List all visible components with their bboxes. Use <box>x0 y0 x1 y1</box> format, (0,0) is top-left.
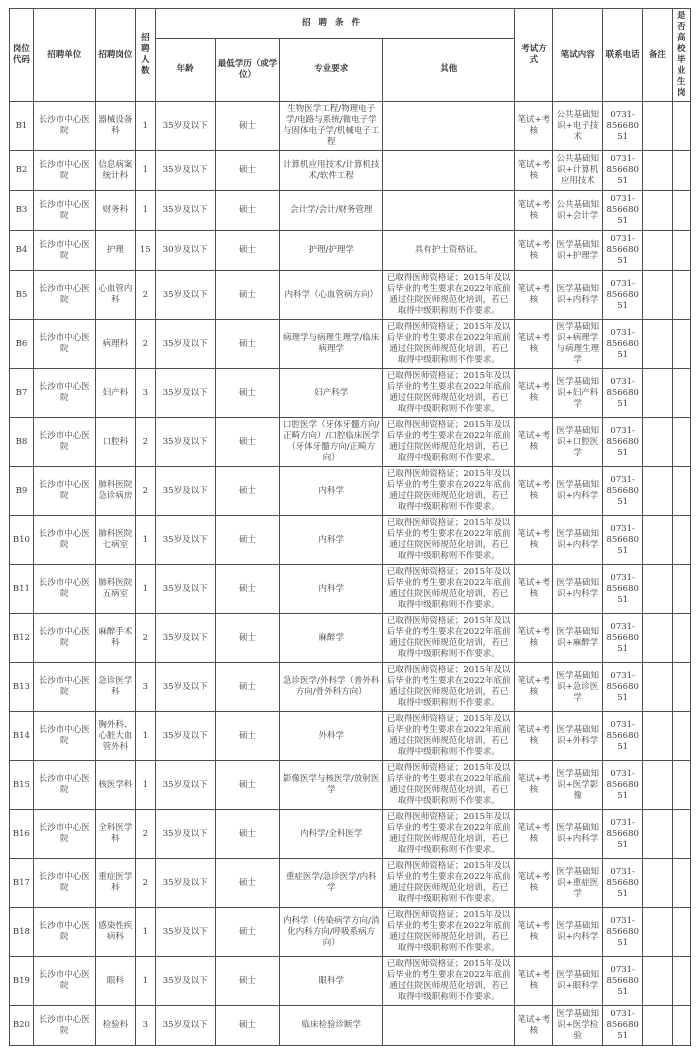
cell-position-code: B15 <box>10 761 34 810</box>
table-row <box>10 102 691 151</box>
cell-major: 会计学/会计/财务管理 <box>280 191 383 231</box>
cell-remarks <box>643 467 672 516</box>
cell-exam-method: 笔试+考核 <box>515 467 553 516</box>
cell-written-content: 医学基础知识+急诊医学 <box>553 663 603 712</box>
cell-other: 已取得医师资格证；2015年及以后毕业的考生要求在2022年底前通过住院医师规范化培训，若已取得中级职称则不作要求。 <box>383 908 515 957</box>
cell-written-content: 医学基础知识+口腔医学 <box>553 418 603 467</box>
cell-headcount: 3 <box>135 369 155 418</box>
cell-exam-method: 笔试+考核 <box>515 565 553 614</box>
cell-other <box>383 191 515 231</box>
table-row <box>10 418 691 467</box>
cell-phone: 0731-85668051 <box>603 151 643 191</box>
cell-exam-method: 笔试+考核 <box>515 418 553 467</box>
header-remarks: 备注 <box>643 9 672 102</box>
cell-major: 影像医学与核医学/放射医学 <box>280 761 383 810</box>
cell-education: 硕士 <box>215 102 280 151</box>
cell-position-code: B20 <box>10 1006 34 1046</box>
cell-other <box>383 102 515 151</box>
cell-education: 硕士 <box>215 614 280 663</box>
cell-age: 35岁及以下 <box>155 191 215 231</box>
cell-education: 硕士 <box>215 859 280 908</box>
cell-phone: 0731-85668051 <box>603 516 643 565</box>
cell-position-code: B7 <box>10 369 34 418</box>
cell-position: 急诊医学科 <box>95 663 135 712</box>
cell-employer: 长沙市中心医院 <box>33 761 95 810</box>
cell-phone: 0731-85668051 <box>603 957 643 1006</box>
cell-position: 妇产科 <box>95 369 135 418</box>
table-row <box>10 369 691 418</box>
header-position-code: 岗位代码 <box>10 9 34 102</box>
table-row <box>10 957 691 1006</box>
table-row <box>10 1006 691 1046</box>
cell-position-code: B10 <box>10 516 34 565</box>
cell-age: 35岁及以下 <box>155 712 215 761</box>
cell-graduate-flag <box>672 761 690 810</box>
cell-graduate-flag <box>672 810 690 859</box>
header-graduate-flag: 是否高校毕业生岗 <box>672 9 690 102</box>
cell-employer: 长沙市中心医院 <box>33 102 95 151</box>
cell-graduate-flag <box>672 467 690 516</box>
cell-position: 肺科医院七病室 <box>95 516 135 565</box>
cell-position: 检验科 <box>95 1006 135 1046</box>
cell-education: 硕士 <box>215 418 280 467</box>
cell-age: 35岁及以下 <box>155 516 215 565</box>
cell-major: 外科学 <box>280 712 383 761</box>
header-exam-method: 考试方式 <box>515 9 553 102</box>
cell-remarks <box>643 271 672 320</box>
cell-education: 硕士 <box>215 516 280 565</box>
cell-exam-method: 笔试+考核 <box>515 102 553 151</box>
cell-employer: 长沙市中心医院 <box>33 908 95 957</box>
cell-major: 内科学（传染病学方向/消化内科方向/呼吸系病方向） <box>280 908 383 957</box>
cell-employer: 长沙市中心医院 <box>33 957 95 1006</box>
cell-phone: 0731-85668051 <box>603 102 643 151</box>
cell-position-code: B1 <box>10 102 34 151</box>
cell-age: 35岁及以下 <box>155 320 215 369</box>
cell-headcount: 1 <box>135 908 155 957</box>
cell-exam-method: 笔试+考核 <box>515 1006 553 1046</box>
cell-exam-method: 笔试+考核 <box>515 663 553 712</box>
cell-exam-method: 笔试+考核 <box>515 859 553 908</box>
table-row <box>10 467 691 516</box>
cell-phone: 0731-85668051 <box>603 761 643 810</box>
cell-graduate-flag <box>672 859 690 908</box>
cell-written-content: 医学基础知识+内科学 <box>553 516 603 565</box>
cell-headcount: 1 <box>135 102 155 151</box>
cell-education: 硕士 <box>215 957 280 1006</box>
header-other: 其他 <box>383 38 515 101</box>
cell-position-code: B19 <box>10 957 34 1006</box>
table-row <box>10 191 691 231</box>
cell-position: 全科医学科 <box>95 810 135 859</box>
cell-position: 口腔科 <box>95 418 135 467</box>
cell-position-code: B18 <box>10 908 34 957</box>
table-row <box>10 614 691 663</box>
header-written-content: 笔试内容 <box>553 9 603 102</box>
cell-position: 心血管内科 <box>95 271 135 320</box>
cell-age: 30岁及以下 <box>155 231 215 271</box>
cell-exam-method: 笔试+考核 <box>515 320 553 369</box>
cell-headcount: 1 <box>135 565 155 614</box>
cell-remarks <box>643 102 672 151</box>
cell-headcount: 1 <box>135 957 155 1006</box>
cell-graduate-flag <box>672 663 690 712</box>
cell-employer: 长沙市中心医院 <box>33 712 95 761</box>
cell-remarks <box>643 191 672 231</box>
cell-headcount: 15 <box>135 231 155 271</box>
cell-phone: 0731-85668051 <box>603 418 643 467</box>
cell-position: 病理科 <box>95 320 135 369</box>
cell-graduate-flag <box>672 565 690 614</box>
cell-major: 内科学 <box>280 516 383 565</box>
cell-other: 已取得医师资格证；2015年及以后毕业的考生要求在2022年底前通过住院医师规范化培训，若已取得中级职称则不作要求。 <box>383 467 515 516</box>
cell-remarks <box>643 1006 672 1046</box>
cell-education: 硕士 <box>215 810 280 859</box>
cell-position: 肺科医院急诊病房 <box>95 467 135 516</box>
cell-major: 内科学/全科医学 <box>280 810 383 859</box>
cell-education: 硕士 <box>215 908 280 957</box>
cell-position-code: B9 <box>10 467 34 516</box>
cell-remarks <box>643 516 672 565</box>
cell-age: 35岁及以下 <box>155 418 215 467</box>
cell-education: 硕士 <box>215 271 280 320</box>
header-major: 专业要求 <box>280 38 383 101</box>
cell-written-content: 医学基础知识+眼科学 <box>553 957 603 1006</box>
cell-education: 硕士 <box>215 320 280 369</box>
cell-headcount: 2 <box>135 467 155 516</box>
cell-phone: 0731-85668051 <box>603 191 643 231</box>
cell-other: 已取得医师资格证；2015年及以后毕业的考生要求在2022年底前通过住院医师规范化培训，若已取得中级职称则不作要求。 <box>383 418 515 467</box>
cell-exam-method: 笔试+考核 <box>515 712 553 761</box>
cell-remarks <box>643 761 672 810</box>
cell-other: 已取得医师资格证；2015年及以后毕业的考生要求在2022年底前通过住院医师规范化培训，若已取得中级职称则不作要求。 <box>383 614 515 663</box>
cell-position: 重症医学科 <box>95 859 135 908</box>
cell-employer: 长沙市中心医院 <box>33 231 95 271</box>
table-row <box>10 908 691 957</box>
cell-education: 硕士 <box>215 369 280 418</box>
cell-other: 具有护士资格证。 <box>383 231 515 271</box>
table-row <box>10 516 691 565</box>
table-row <box>10 810 691 859</box>
header-education: 最低学历（或学位） <box>215 38 280 101</box>
cell-position: 肺科医院五病室 <box>95 565 135 614</box>
cell-education: 硕士 <box>215 712 280 761</box>
cell-other: 已取得医师资格证；2015年及以后毕业的考生要求在2022年底前通过住院医师规范化培训，若已取得中级职称则不作要求。 <box>383 810 515 859</box>
cell-headcount: 3 <box>135 1006 155 1046</box>
cell-exam-method: 笔试+考核 <box>515 271 553 320</box>
cell-employer: 长沙市中心医院 <box>33 565 95 614</box>
cell-graduate-flag <box>672 191 690 231</box>
table-row <box>10 761 691 810</box>
cell-age: 35岁及以下 <box>155 369 215 418</box>
cell-phone: 0731-85668051 <box>603 1006 643 1046</box>
cell-age: 35岁及以下 <box>155 102 215 151</box>
cell-exam-method: 笔试+考核 <box>515 516 553 565</box>
cell-position-code: B2 <box>10 151 34 191</box>
cell-written-content: 医学基础知识+重症医学 <box>553 859 603 908</box>
cell-major: 口腔医学（牙体牙髓方向/正畸方向）/口腔临床医学（牙体牙髓方向/正畸方向） <box>280 418 383 467</box>
cell-position-code: B5 <box>10 271 34 320</box>
cell-employer: 长沙市中心医院 <box>33 614 95 663</box>
cell-headcount: 2 <box>135 320 155 369</box>
cell-exam-method: 笔试+考核 <box>515 614 553 663</box>
cell-remarks <box>643 614 672 663</box>
cell-headcount: 1 <box>135 191 155 231</box>
cell-employer: 长沙市中心医院 <box>33 467 95 516</box>
header-headcount: 招聘人数 <box>135 9 155 102</box>
cell-age: 35岁及以下 <box>155 908 215 957</box>
cell-other: 已取得医师资格证；2015年及以后毕业的考生要求在2022年底前通过住院医师规范化培训，若已取得中级职称则不作要求。 <box>383 957 515 1006</box>
table-row <box>10 663 691 712</box>
cell-written-content: 医学基础知识+外科学 <box>553 712 603 761</box>
cell-graduate-flag <box>672 102 690 151</box>
cell-position: 信息病案统计科 <box>95 151 135 191</box>
cell-employer: 长沙市中心医院 <box>33 516 95 565</box>
header-position: 招聘岗位 <box>95 9 135 102</box>
cell-age: 35岁及以下 <box>155 761 215 810</box>
table-row <box>10 565 691 614</box>
cell-major: 急诊医学/外科学（普外科方向/骨外科方向） <box>280 663 383 712</box>
cell-education: 硕士 <box>215 565 280 614</box>
cell-written-content: 公共基础知识+电子技术 <box>553 102 603 151</box>
cell-position-code: B8 <box>10 418 34 467</box>
cell-written-content: 医学基础知识+内科学 <box>553 467 603 516</box>
cell-phone: 0731-85668051 <box>603 231 643 271</box>
cell-phone: 0731-85668051 <box>603 908 643 957</box>
cell-position-code: B6 <box>10 320 34 369</box>
cell-other: 已取得医师资格证；2015年及以后毕业的考生要求在2022年底前通过住院医师规范化培训，若已取得中级职称则不作要求。 <box>383 663 515 712</box>
cell-other: 已取得医师资格证；2015年及以后毕业的考生要求在2022年底前通过住院医师规范化培训，若已取得中级职称则不作要求。 <box>383 516 515 565</box>
cell-written-content: 医学基础知识+妇产科学 <box>553 369 603 418</box>
table-row <box>10 320 691 369</box>
cell-remarks <box>643 663 672 712</box>
cell-phone: 0731-85668051 <box>603 565 643 614</box>
table-row <box>10 712 691 761</box>
cell-written-content: 公共基础知识+计算机应用技术 <box>553 151 603 191</box>
cell-other: 已取得医师资格证；2015年及以后毕业的考生要求在2022年底前通过住院医师规范化培训，若已取得中级职称则不作要求。 <box>383 761 515 810</box>
cell-position: 胸外科、心脏大血管外科 <box>95 712 135 761</box>
cell-graduate-flag <box>672 1006 690 1046</box>
cell-written-content: 医学基础知识+内科学 <box>553 810 603 859</box>
cell-education: 硕士 <box>215 761 280 810</box>
cell-position-code: B4 <box>10 231 34 271</box>
cell-graduate-flag <box>672 271 690 320</box>
header-age: 年龄 <box>155 38 215 101</box>
table-row <box>10 151 691 191</box>
cell-major: 内科学 <box>280 565 383 614</box>
cell-position-code: B3 <box>10 191 34 231</box>
cell-age: 35岁及以下 <box>155 614 215 663</box>
cell-phone: 0731-85668051 <box>603 467 643 516</box>
cell-other: 已取得医师资格证；2015年及以后毕业的考生要求在2022年底前通过住院医师规范化培训，若已取得中级职称则不作要求。 <box>383 369 515 418</box>
cell-headcount: 1 <box>135 151 155 191</box>
cell-exam-method: 笔试+考核 <box>515 957 553 1006</box>
cell-employer: 长沙市中心医院 <box>33 859 95 908</box>
cell-employer: 长沙市中心医院 <box>33 271 95 320</box>
cell-headcount: 3 <box>135 663 155 712</box>
cell-remarks <box>643 231 672 271</box>
cell-remarks <box>643 712 672 761</box>
cell-graduate-flag <box>672 957 690 1006</box>
header-employer: 招聘单位 <box>33 9 95 102</box>
cell-age: 35岁及以下 <box>155 810 215 859</box>
cell-written-content: 医学基础知识+医学检验 <box>553 1006 603 1046</box>
cell-remarks <box>643 565 672 614</box>
cell-headcount: 2 <box>135 859 155 908</box>
cell-exam-method: 笔试+考核 <box>515 191 553 231</box>
cell-age: 35岁及以下 <box>155 467 215 516</box>
cell-position: 财务科 <box>95 191 135 231</box>
cell-written-content: 医学基础知识+内科学 <box>553 271 603 320</box>
cell-education: 硕士 <box>215 663 280 712</box>
cell-remarks <box>643 957 672 1006</box>
cell-exam-method: 笔试+考核 <box>515 151 553 191</box>
cell-education: 硕士 <box>215 1006 280 1046</box>
cell-exam-method: 笔试+考核 <box>515 908 553 957</box>
cell-major: 病理学与病理生理学/临床病理学 <box>280 320 383 369</box>
cell-headcount: 1 <box>135 712 155 761</box>
cell-position: 感染性疾病科 <box>95 908 135 957</box>
cell-headcount: 2 <box>135 418 155 467</box>
cell-headcount: 1 <box>135 516 155 565</box>
cell-age: 35岁及以下 <box>155 271 215 320</box>
cell-written-content: 医学基础知识+内科学 <box>553 908 603 957</box>
cell-age: 35岁及以下 <box>155 663 215 712</box>
cell-position-code: B13 <box>10 663 34 712</box>
cell-position-code: B17 <box>10 859 34 908</box>
cell-graduate-flag <box>672 418 690 467</box>
cell-exam-method: 笔试+考核 <box>515 810 553 859</box>
cell-phone: 0731-85668051 <box>603 859 643 908</box>
cell-position: 麻醉手术科 <box>95 614 135 663</box>
cell-employer: 长沙市中心医院 <box>33 320 95 369</box>
cell-other: 已取得医师资格证；2015年及以后毕业的考生要求在2022年底前通过住院医师规范化培训，若已取得中级职称则不作要求。 <box>383 859 515 908</box>
cell-remarks <box>643 859 672 908</box>
cell-age: 35岁及以下 <box>155 151 215 191</box>
cell-exam-method: 笔试+考核 <box>515 761 553 810</box>
cell-education: 硕士 <box>215 231 280 271</box>
cell-major: 妇产科学 <box>280 369 383 418</box>
cell-position-code: B11 <box>10 565 34 614</box>
cell-graduate-flag <box>672 320 690 369</box>
cell-phone: 0731-85668051 <box>603 614 643 663</box>
cell-major: 内科学（心血管病方向） <box>280 271 383 320</box>
cell-graduate-flag <box>672 369 690 418</box>
cell-headcount: 2 <box>135 810 155 859</box>
cell-major: 生物医学工程/物理电子学/电路与系统/微电子学与固体电子学/机械电子工程 <box>280 102 383 151</box>
cell-employer: 长沙市中心医院 <box>33 810 95 859</box>
cell-age: 35岁及以下 <box>155 859 215 908</box>
cell-remarks <box>643 151 672 191</box>
cell-employer: 长沙市中心医院 <box>33 191 95 231</box>
cell-exam-method: 笔试+考核 <box>515 231 553 271</box>
cell-position: 护理 <box>95 231 135 271</box>
cell-position: 核医学科 <box>95 761 135 810</box>
cell-remarks <box>643 418 672 467</box>
header-phone: 联系电话 <box>603 9 643 102</box>
cell-graduate-flag <box>672 908 690 957</box>
cell-major: 计算机应用技术/计算机技术/软件工程 <box>280 151 383 191</box>
recruitment-table <box>9 8 691 1046</box>
cell-graduate-flag <box>672 614 690 663</box>
cell-position-code: B12 <box>10 614 34 663</box>
cell-major: 麻醉学 <box>280 614 383 663</box>
cell-employer: 长沙市中心医院 <box>33 418 95 467</box>
cell-major: 眼科学 <box>280 957 383 1006</box>
cell-written-content: 医学基础知识+病理学与病理生理学 <box>553 320 603 369</box>
table-header <box>10 9 691 102</box>
table-body <box>10 102 691 1046</box>
cell-other: 已取得医师资格证；2015年及以后毕业的考生要求在2022年底前通过住院医师规范化培训，若已取得中级职称则不作要求。 <box>383 271 515 320</box>
cell-headcount: 2 <box>135 271 155 320</box>
cell-phone: 0731-85668051 <box>603 712 643 761</box>
cell-major: 护理/护理学 <box>280 231 383 271</box>
cell-phone: 0731-85668051 <box>603 369 643 418</box>
cell-employer: 长沙市中心医院 <box>33 663 95 712</box>
cell-graduate-flag <box>672 231 690 271</box>
cell-education: 硕士 <box>215 467 280 516</box>
cell-position: 眼科 <box>95 957 135 1006</box>
cell-written-content: 医学基础知识+医学影像 <box>553 761 603 810</box>
cell-phone: 0731-85668051 <box>603 810 643 859</box>
cell-remarks <box>643 320 672 369</box>
cell-major: 临床检验诊断学 <box>280 1006 383 1046</box>
cell-written-content: 医学基础知识+护理学 <box>553 231 603 271</box>
cell-age: 35岁及以下 <box>155 1006 215 1046</box>
cell-education: 硕士 <box>215 151 280 191</box>
cell-major: 重症医学/急诊医学/内科学 <box>280 859 383 908</box>
cell-written-content: 公共基础知识+会计学 <box>553 191 603 231</box>
cell-position-code: B14 <box>10 712 34 761</box>
cell-position: 器械设备科 <box>95 102 135 151</box>
cell-headcount: 2 <box>135 614 155 663</box>
cell-employer: 长沙市中心医院 <box>33 369 95 418</box>
cell-remarks <box>643 908 672 957</box>
cell-other: 已取得医师资格证；2015年及以后毕业的考生要求在2022年底前通过住院医师规范化培训，若已取得中级职称则不作要求。 <box>383 712 515 761</box>
cell-graduate-flag <box>672 712 690 761</box>
header-conditions-group: 招聘条件 <box>155 9 515 39</box>
cell-remarks <box>643 369 672 418</box>
cell-remarks <box>643 810 672 859</box>
cell-written-content: 医学基础知识+麻醉学 <box>553 614 603 663</box>
cell-exam-method: 笔试+考核 <box>515 369 553 418</box>
table-row <box>10 271 691 320</box>
cell-written-content: 医学基础知识+内科学 <box>553 565 603 614</box>
cell-graduate-flag <box>672 516 690 565</box>
cell-major: 内科学 <box>280 467 383 516</box>
cell-age: 35岁及以下 <box>155 957 215 1006</box>
table-row <box>10 859 691 908</box>
table-row <box>10 231 691 271</box>
cell-headcount: 1 <box>135 761 155 810</box>
cell-phone: 0731-85668051 <box>603 271 643 320</box>
cell-employer: 长沙市中心医院 <box>33 1006 95 1046</box>
cell-other <box>383 1006 515 1046</box>
cell-phone: 0731-85668051 <box>603 663 643 712</box>
cell-other: 已取得医师资格证；2015年及以后毕业的考生要求在2022年底前通过住院医师规范化培训，若已取得中级职称则不作要求。 <box>383 320 515 369</box>
cell-employer: 长沙市中心医院 <box>33 151 95 191</box>
cell-other <box>383 151 515 191</box>
cell-education: 硕士 <box>215 191 280 231</box>
cell-graduate-flag <box>672 151 690 191</box>
cell-age: 35岁及以下 <box>155 565 215 614</box>
cell-position-code: B16 <box>10 810 34 859</box>
cell-other: 已取得医师资格证；2015年及以后毕业的考生要求在2022年底前通过住院医师规范化培训，若已取得中级职称则不作要求。 <box>383 565 515 614</box>
cell-phone: 0731-85668051 <box>603 320 643 369</box>
